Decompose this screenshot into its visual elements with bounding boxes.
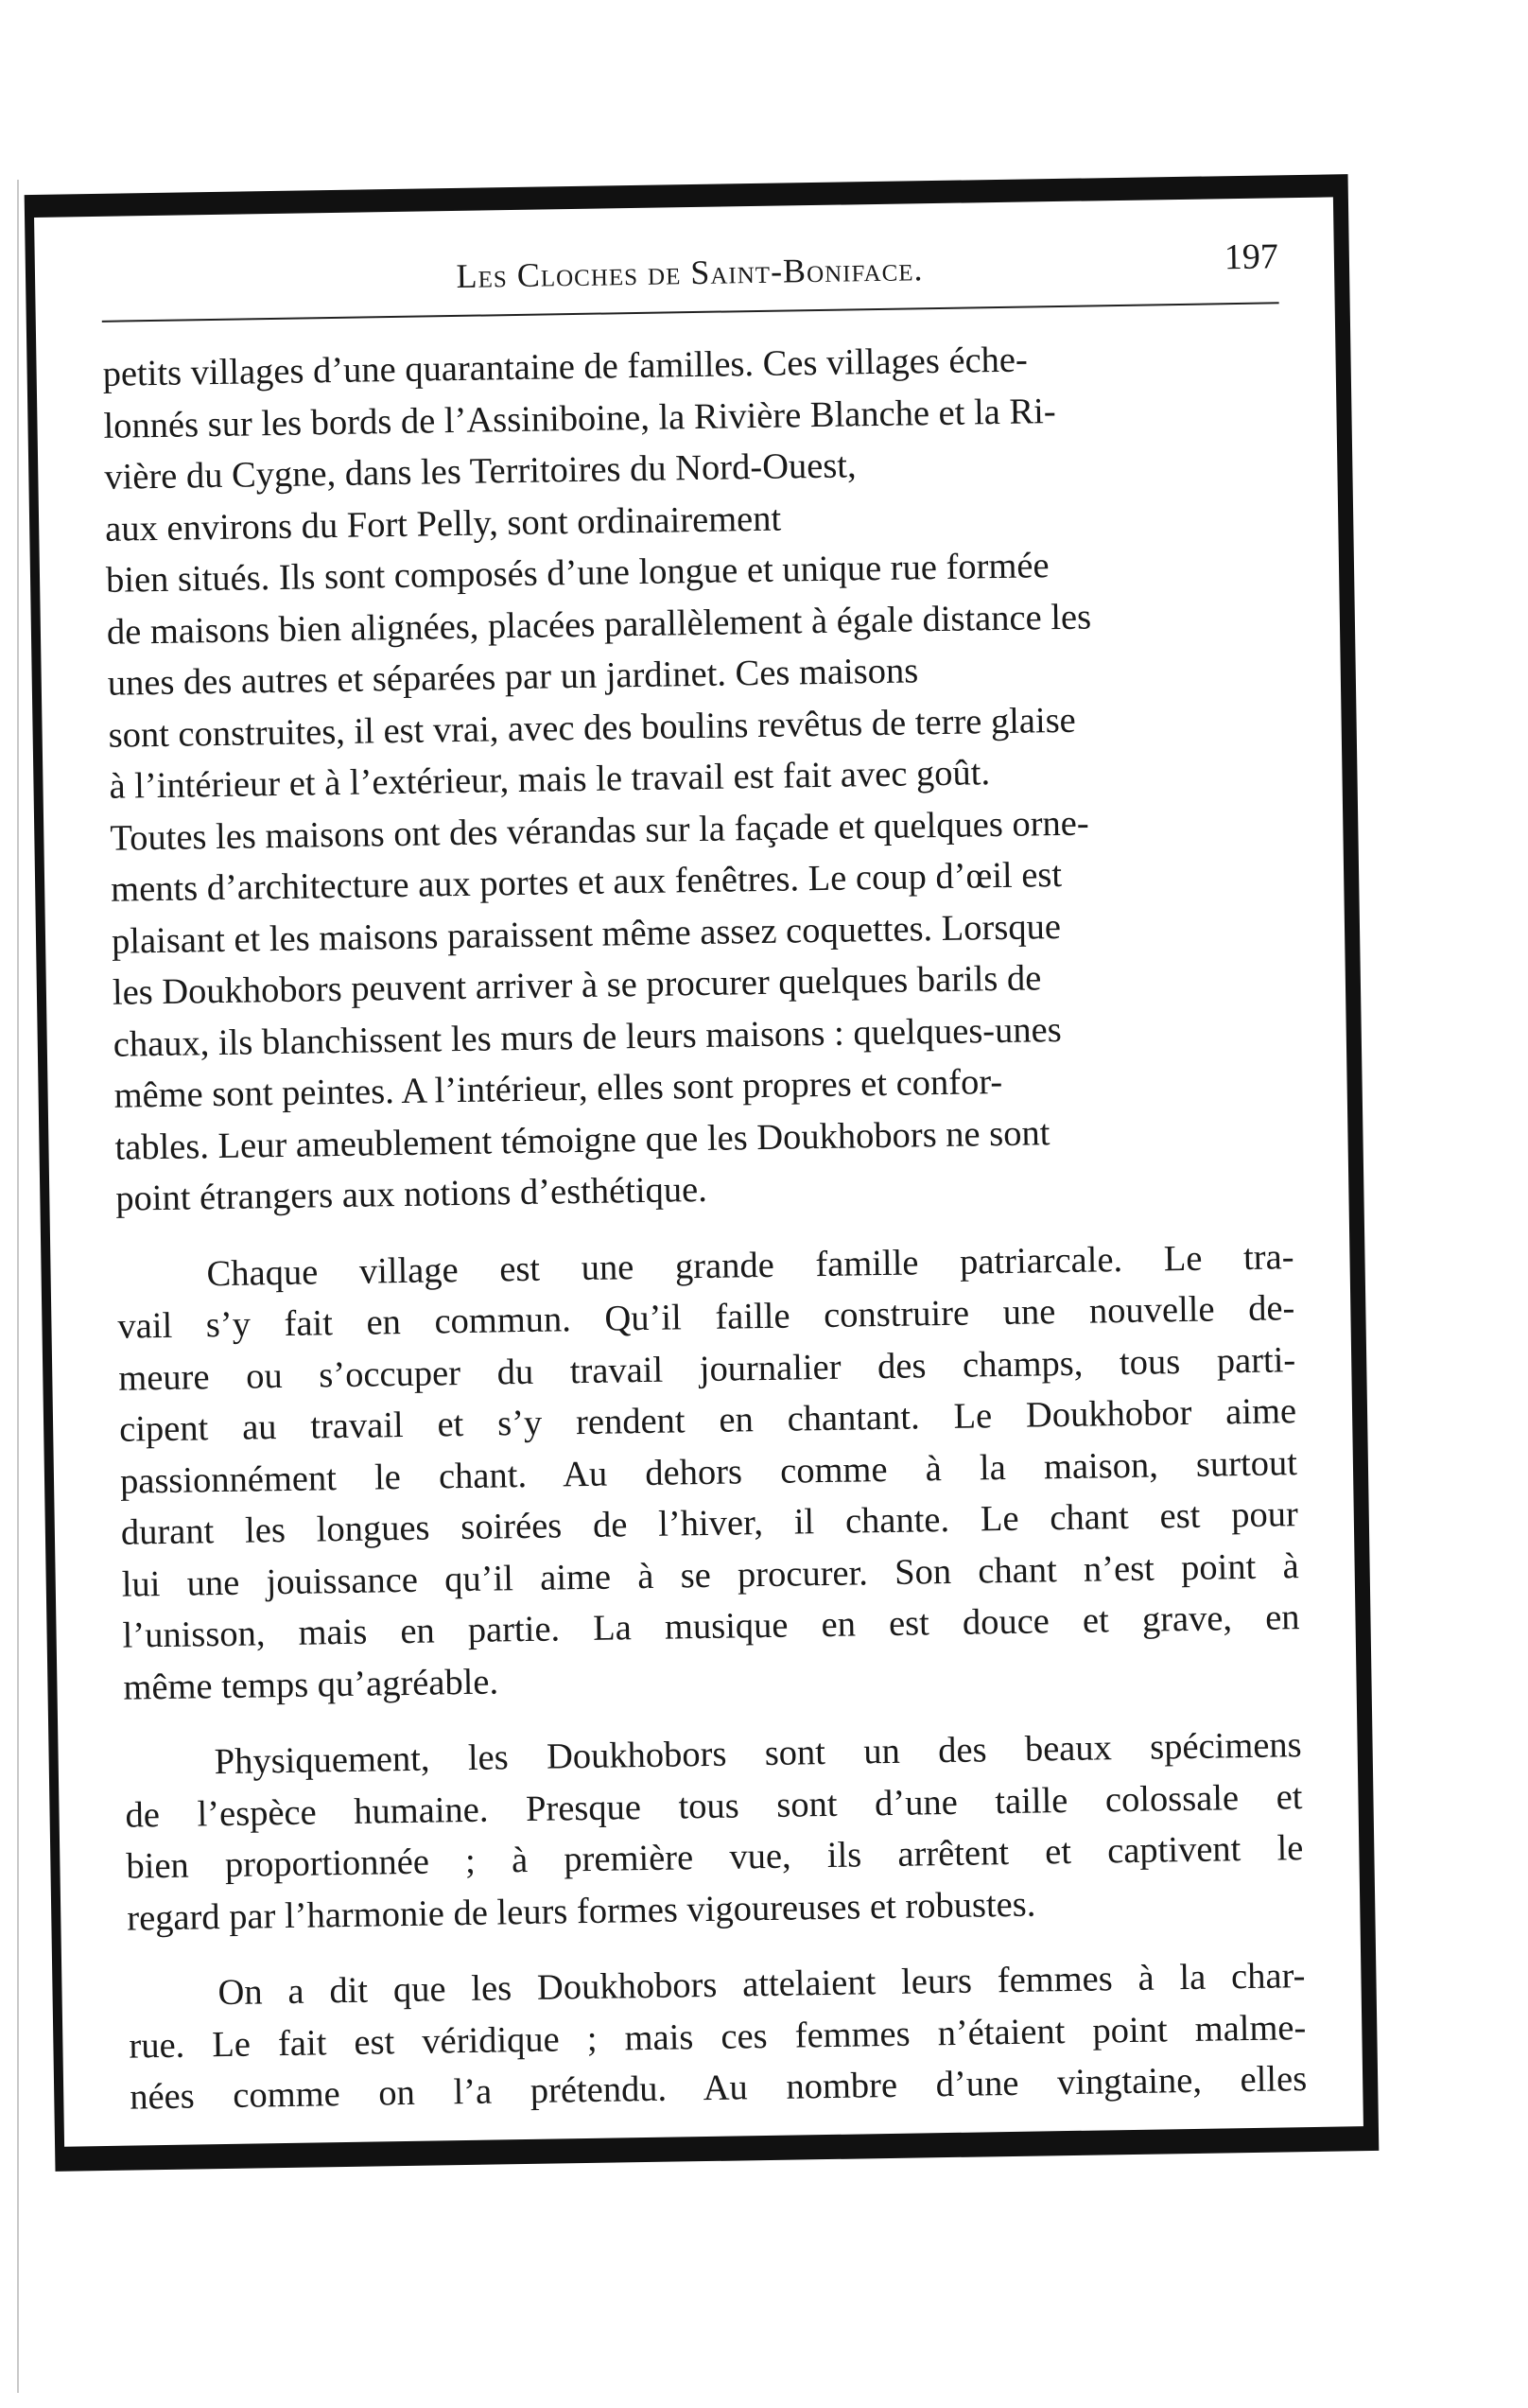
text-line: plaisant et les maisons paraissent même assez coquettes. Lorsque bbox=[111, 906, 1062, 962]
running-head bbox=[101, 236, 1279, 323]
text-line: passionnément le chant. Au dehors comme à la maison, surtout bbox=[119, 1442, 1298, 1502]
text-line: aux environs du Fort Pelly, sont ordinairement bbox=[104, 498, 782, 550]
text-line: bien situés. Ils sont composés d’une longue et unique rue formée bbox=[105, 546, 1050, 601]
text-line: les Doukhobors peuvent arriver à se procurer quelques barils de bbox=[112, 958, 1042, 1013]
running-title: Les Cloches de Saint-Boniface. bbox=[456, 250, 924, 295]
text-line: bien proportionnée ; à première vue, ils arrêtent et captivent le bbox=[126, 1828, 1304, 1887]
page-content bbox=[101, 236, 1308, 2148]
text-line: meure ou s’occuper du travail journalier des champs, tous parti- bbox=[118, 1339, 1296, 1399]
text-line: Physiquement, les Doukhobors sont un des beaux spécimens bbox=[214, 1725, 1302, 1783]
text-line: à l’intérieur et à l’extérieur, mais le travail est fait avec goût. bbox=[109, 753, 991, 807]
text-line: Toutes les maisons ont des vérandas sur la façade et quelques orne- bbox=[110, 803, 1089, 859]
text-line: tables. Leur ameublement témoigne que les Doukhobors ne sont bbox=[114, 1112, 1050, 1168]
text-line: sont construites, il est vrai, avec des boulins revêtus de terre glaise bbox=[108, 700, 1077, 756]
text-line: point étrangers aux notions d’esthétique. bbox=[115, 1169, 708, 1219]
text-line: lonnés sur les bords de l’Assiniboine, la Rivière Blanche et la Ri- bbox=[103, 391, 1056, 446]
text-line: regard par l’harmonie de leurs formes vigoureuses et robustes. bbox=[126, 1884, 1036, 1939]
page-frame bbox=[25, 174, 1380, 2172]
text-line: rue. Le fait est véridique ; mais ces femmes n’étaient point malme- bbox=[129, 2007, 1307, 2067]
text-line: durant les longues soirées de l’hiver, il chante. Le chant est pour bbox=[120, 1494, 1299, 1553]
text-line: vail s’y fait en commun. Qu’il faille construire une nouvelle de- bbox=[117, 1288, 1295, 1347]
text-line: de l’espèce humaine. Presque tous sont d’une taille colossale et bbox=[125, 1776, 1303, 1836]
text-line: Chaque village est une grande famille patriarcale. Le tra- bbox=[206, 1236, 1294, 1294]
text-line: lui une jouissance qu’il aime à se procurer. Son chant n’est point à bbox=[121, 1545, 1299, 1605]
text-line: l’unisson, mais en partie. La musique en est douce et grave, en bbox=[122, 1597, 1300, 1656]
text-line: même temps qu’agréable. bbox=[123, 1661, 499, 1708]
page-number: 197 bbox=[1224, 236, 1279, 278]
text-line: même sont peintes. A l’intérieur, elles sont propres et confor- bbox=[113, 1061, 1003, 1116]
text-line: petits villages d’une quarantaine de familles. Ces villages éche- bbox=[102, 340, 1029, 394]
text-line: unes des autres et séparées par un jardinet. Ces maisons bbox=[107, 651, 919, 704]
paragraph bbox=[102, 330, 1293, 1225]
text-line: de maisons bien alignées, placées parallèlement à égale distance les bbox=[106, 596, 1092, 653]
text-line: chaux, ils blanchissent les murs de leurs maisons : quelques-unes bbox=[113, 1009, 1062, 1065]
paragraph bbox=[116, 1231, 1301, 1714]
paragraph bbox=[124, 1719, 1304, 1945]
text-line: nées comme on l’a prétendu. Au nombre d’une vingtaine, elles bbox=[129, 2059, 1308, 2118]
text-line: vière du Cygne, dans les Territoires du Nord-Ouest, bbox=[104, 445, 857, 497]
scan-edge bbox=[17, 180, 19, 2393]
text-line: On a dit que les Doukhobors attelaient leurs femmes à la char- bbox=[217, 1956, 1306, 2014]
text-line: ments d’architecture aux portes et aux fenêtres. Le coup d’œil est bbox=[110, 854, 1063, 910]
text-line: cipent au travail et s’y rendent en chantant. Le Doukhobor aime bbox=[118, 1391, 1297, 1450]
paragraph bbox=[128, 1950, 1307, 2123]
